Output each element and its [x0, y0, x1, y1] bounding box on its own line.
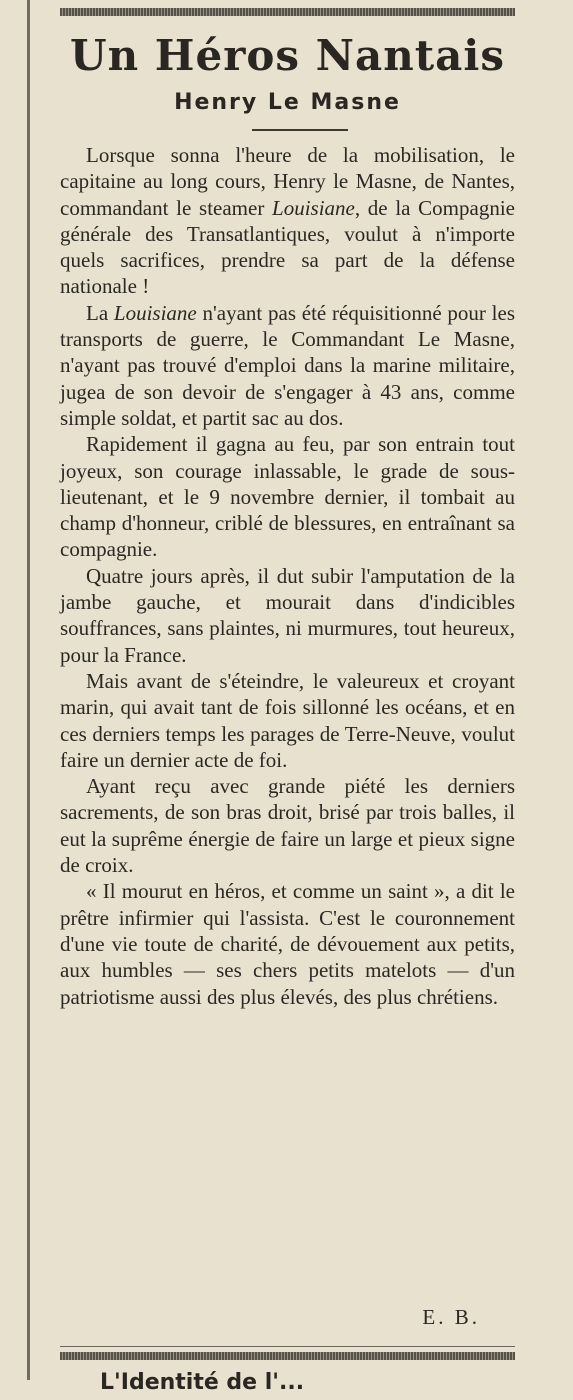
next-article-heading: L'Identité de l'...	[100, 1370, 305, 1395]
paragraph-6: Ayant reçu avec grande piété les derniers sacrements, de son bras droit, brisé par trois balles, il eut la suprême énergie de faire un large et pieux signe de croix.	[60, 774, 515, 878]
bottom-thin-rule	[60, 1346, 515, 1347]
paragraph-1: Lorsque sonna l'heure de la mobilisation, le capitaine au long cours, Henry le Masne, de Nantes, commandant le steamer Louisiane, de la Compagnie générale des Transatlantiques, voulut à n'importe quels sacrifices, prendre sa part de la défense nationale !	[60, 143, 515, 299]
ship-name: Louisiane	[113, 300, 197, 325]
title-underline	[252, 129, 348, 131]
paragraph-5: Mais avant de s'éteindre, le valeureux et croyant marin, qui avait tant de fois sillonné les océans, et en ces derniers temps les parages de Terre-Neuve, voulut faire un dernier acte de foi.	[60, 668, 515, 772]
author-signature: E. B.	[422, 1305, 480, 1329]
column-divider	[27, 0, 30, 1380]
top-hatched-rule	[60, 8, 515, 16]
newspaper-column	[60, 0, 515, 1395]
paragraph-3: Rapidement il gagna au feu, par son entrain tout joyeux, son courage inlassable, le grade de sous-lieutenant, et le 9 novembre dernier, il tombait au champ d'honneur, criblé de blessures, en entraînant sa compagnie.	[60, 432, 515, 562]
article-title: Un Héros Nantais	[70, 31, 505, 80]
paragraph-4: Quatre jours après, il dut subir l'amputation de la jambe gauche, et mourait dans d'indicibles souffrances, sans plaintes, ni murmures, tout heureux, pour la France.	[60, 563, 515, 667]
article-body	[60, 142, 515, 1010]
paragraph-7: « Il mourut en héros, et comme un saint », a dit le prêtre infirmier qui l'assista. C'est le couronnement d'une vie toute de charité, de dévouement aux petits, aux humbles — ses chers petits matelots — d'un patriotisme aussi des plus élevés, des plus chrétiens.	[60, 879, 515, 1009]
ship-name: Louisiane	[272, 195, 355, 220]
article-subtitle: Henry Le Masne	[174, 90, 401, 115]
bottom-hatched-rule	[60, 1352, 515, 1360]
paragraph-2: La Louisiane n'ayant pas été réquisitionné pour les transports de guerre, le Commandant Le Masne, n'ayant pas trouvé d'emploi dans la marine militaire, jugea de son devoir de s'engager à 43 ans, comme simple soldat, et partit sac au dos.	[60, 300, 515, 430]
